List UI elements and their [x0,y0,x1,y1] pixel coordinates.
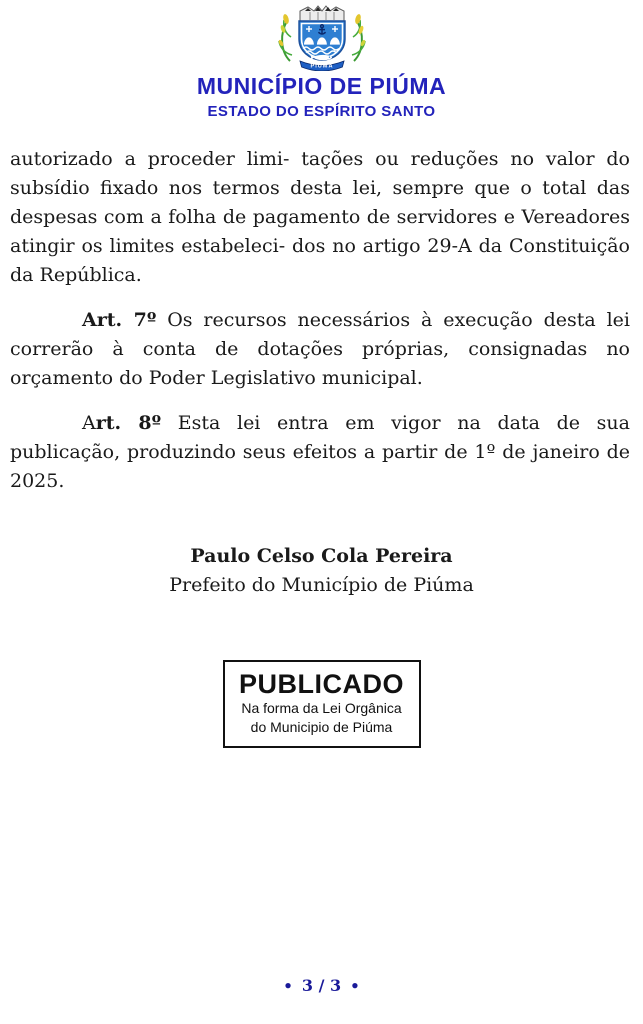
mural-crown-icon [300,6,344,21]
paragraph-text: Os recursos necessários à execução desta lei correrão à conta de dotações próprias, consignadas no orçamento do Poder Legislativo municipal. [10,309,630,389]
paragraph-text: Esta lei entra em vigor na data de sua publicação, produzindo seus efeitos a partir de 1º de janeiro de 2025. [10,412,630,492]
document-body [10,145,630,496]
article-label: Art. 7º [82,309,157,331]
arches [303,37,340,45]
page-footer [0,976,643,995]
page-number: 3 / 3 [301,976,342,995]
state-title: ESTADO DO ESPÍRITO SANTO [207,103,436,120]
paragraph-text: autorizado a proceder limi- tações ou reduções no valor do subsídio fixado nos termos desta lei, sempre que o total das despesas com a folha de pagamento de servidores e Vereadores atingir os limites estabeleci- dos no artigo 29-A da Constituição da República. [10,148,630,286]
paragraph [10,409,630,496]
piuma-coat-of-arms [270,3,374,71]
footer-bullet-right: • [350,977,360,995]
paragraph [10,145,630,290]
paragraph-text: A [82,412,96,434]
letterhead [0,0,643,121]
article-label: rt. 8º [95,412,162,434]
ribbon-banner [300,61,344,71]
signature-block [0,542,643,600]
paragraph [10,306,630,393]
plant-left-icon [277,13,291,61]
shield [299,21,345,60]
ribbon-text: PIÚMA [309,63,334,70]
signer-name: Paulo Celso Cola Pereira [190,545,453,567]
stamp-line-1: Na forma da Lei Orgânica [241,700,402,716]
plant-right-icon [352,13,366,61]
signer-title: Prefeito do Município de Piúma [169,574,474,596]
municipality-title: MUNICÍPIO DE PIÚMA [196,73,447,99]
stamp-line-2: do Municipio de Piúma [250,719,393,735]
stamp-title: PUBLICADO [239,669,404,699]
publicado-stamp [223,660,421,748]
footer-bullet-left: • [283,977,293,995]
